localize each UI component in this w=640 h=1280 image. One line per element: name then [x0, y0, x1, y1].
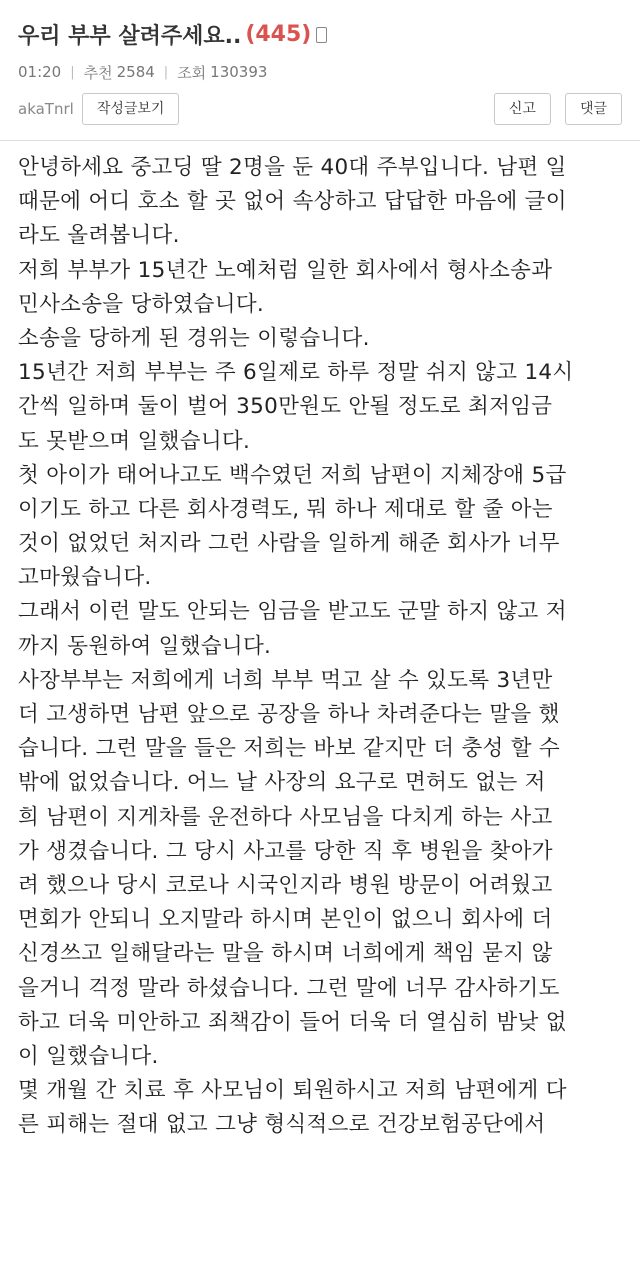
- reply-button[interactable]: 댓글: [565, 93, 622, 125]
- meta-separator: |: [70, 64, 75, 80]
- views-count: 130393: [210, 63, 268, 81]
- body-line: 밖에 없었습니다. 어느 날 사장의 요구로 면허도 없는 저: [18, 770, 546, 796]
- body-line: 하고 더욱 미안하고 죄책감이 들어 더욱 더 열심히 밤낮 없: [18, 1009, 567, 1035]
- comment-count[interactable]: (445): [245, 21, 312, 47]
- post-meta: [18, 60, 622, 84]
- body-line: 희 남편이 지게차를 운전하다 사모님을 다치게 하는 사고: [18, 804, 553, 830]
- body-line: 몇 개월 간 치료 후 사모님이 퇴원하시고 저희 남편에게 다: [18, 1078, 567, 1104]
- body-line: 더 고생하면 남편 앞으로 공장을 하나 차려준다는 말을 했: [18, 702, 560, 727]
- post-body: [0, 151, 640, 1142]
- mobile-icon: [316, 27, 327, 43]
- post-time: 01:20: [18, 63, 62, 81]
- body-line: 것이 없었던 처지라 그런 사람을 일하게 해준 회사가 너무: [18, 531, 560, 557]
- body-line: 고마웠습니다.: [18, 565, 152, 591]
- post-header: [0, 0, 640, 126]
- body-line: 을거니 걱정 말라 하셨습니다. 그런 말에 너무 감사하기도: [18, 975, 560, 1001]
- body-line: 려 했으나 당시 코로나 시국인지라 병원 방문이 어려웠고: [18, 872, 553, 898]
- recommend-count: 2584: [116, 63, 155, 81]
- divider: [0, 140, 640, 141]
- body-line: 소송을 당하게 된 경위는 이렇습니다.: [18, 325, 370, 351]
- body-line: 이 일했습니다.: [18, 1043, 159, 1069]
- recommend-label: 추천: [83, 63, 113, 82]
- body-line: 안녕하세요 중고딩 딸 2명을 둔 40대 주부입니다. 남편 일: [18, 155, 567, 180]
- view-posts-button[interactable]: 작성글보기: [82, 93, 180, 125]
- body-line: 15년간 저희 부부는 주 6일제로 하루 정말 쉬지 않고 14시: [18, 360, 574, 386]
- body-line: 민사소송을 당하였습니다.: [18, 291, 265, 317]
- body-line: 때문에 어디 호소 할 곳 없어 속상하고 답답한 마음에 글이: [18, 189, 567, 215]
- body-line: 가 생겼습니다. 그 당시 사고를 당한 직 후 병원을 찾아가: [18, 838, 553, 864]
- body-line: 이기도 하고 다른 회사경력도, 뭐 하나 제대로 할 줄 아는: [18, 496, 553, 522]
- body-line: 면회가 안되니 오지말라 하시며 본인이 없으니 회사에 더: [18, 907, 553, 933]
- title-row: [18, 14, 622, 54]
- body-line: 도 못받으며 일했습니다.: [18, 428, 251, 454]
- views-label: 조회: [177, 63, 207, 82]
- author-row: [18, 92, 622, 126]
- body-line: 른 피해는 절대 없고 그냥 형식적으로 건강보험공단에서: [18, 1112, 546, 1138]
- body-line: 저희 부부가 15년간 노예처럼 일한 회사에서 형사소송과: [18, 257, 553, 283]
- report-button[interactable]: 신고: [494, 93, 551, 125]
- body-line: 까지 동원하여 일했습니다.: [18, 633, 272, 659]
- body-line: 습니다. 그런 말을 들은 저희는 바보 같지만 더 충성 할 수: [18, 736, 560, 762]
- author-name[interactable]: akaTnrl: [18, 100, 74, 118]
- body-line: 라도 올려봅니다.: [18, 223, 180, 249]
- body-line: 간씩 일하며 둘이 벌어 350만원도 안될 정도로 최저임금: [18, 394, 553, 420]
- body-line: 첫 아이가 태어나고도 백수였던 저희 남편이 지체장애 5급: [18, 462, 567, 488]
- recommend-stat: [84, 62, 155, 83]
- post-title: 우리 부부 살려주세요..: [18, 23, 242, 49]
- meta-separator: |: [163, 64, 169, 80]
- body-line: 신경쓰고 일해달라는 말을 하시며 너희에게 책임 묻지 않: [18, 941, 553, 967]
- body-line: 사장부부는 저희에게 너희 부부 먹고 살 수 있도록 3년만: [18, 667, 553, 693]
- views-stat: [177, 62, 267, 83]
- body-line: 그래서 이런 말도 안되는 임금을 받고도 군말 하지 않고 저: [18, 599, 567, 625]
